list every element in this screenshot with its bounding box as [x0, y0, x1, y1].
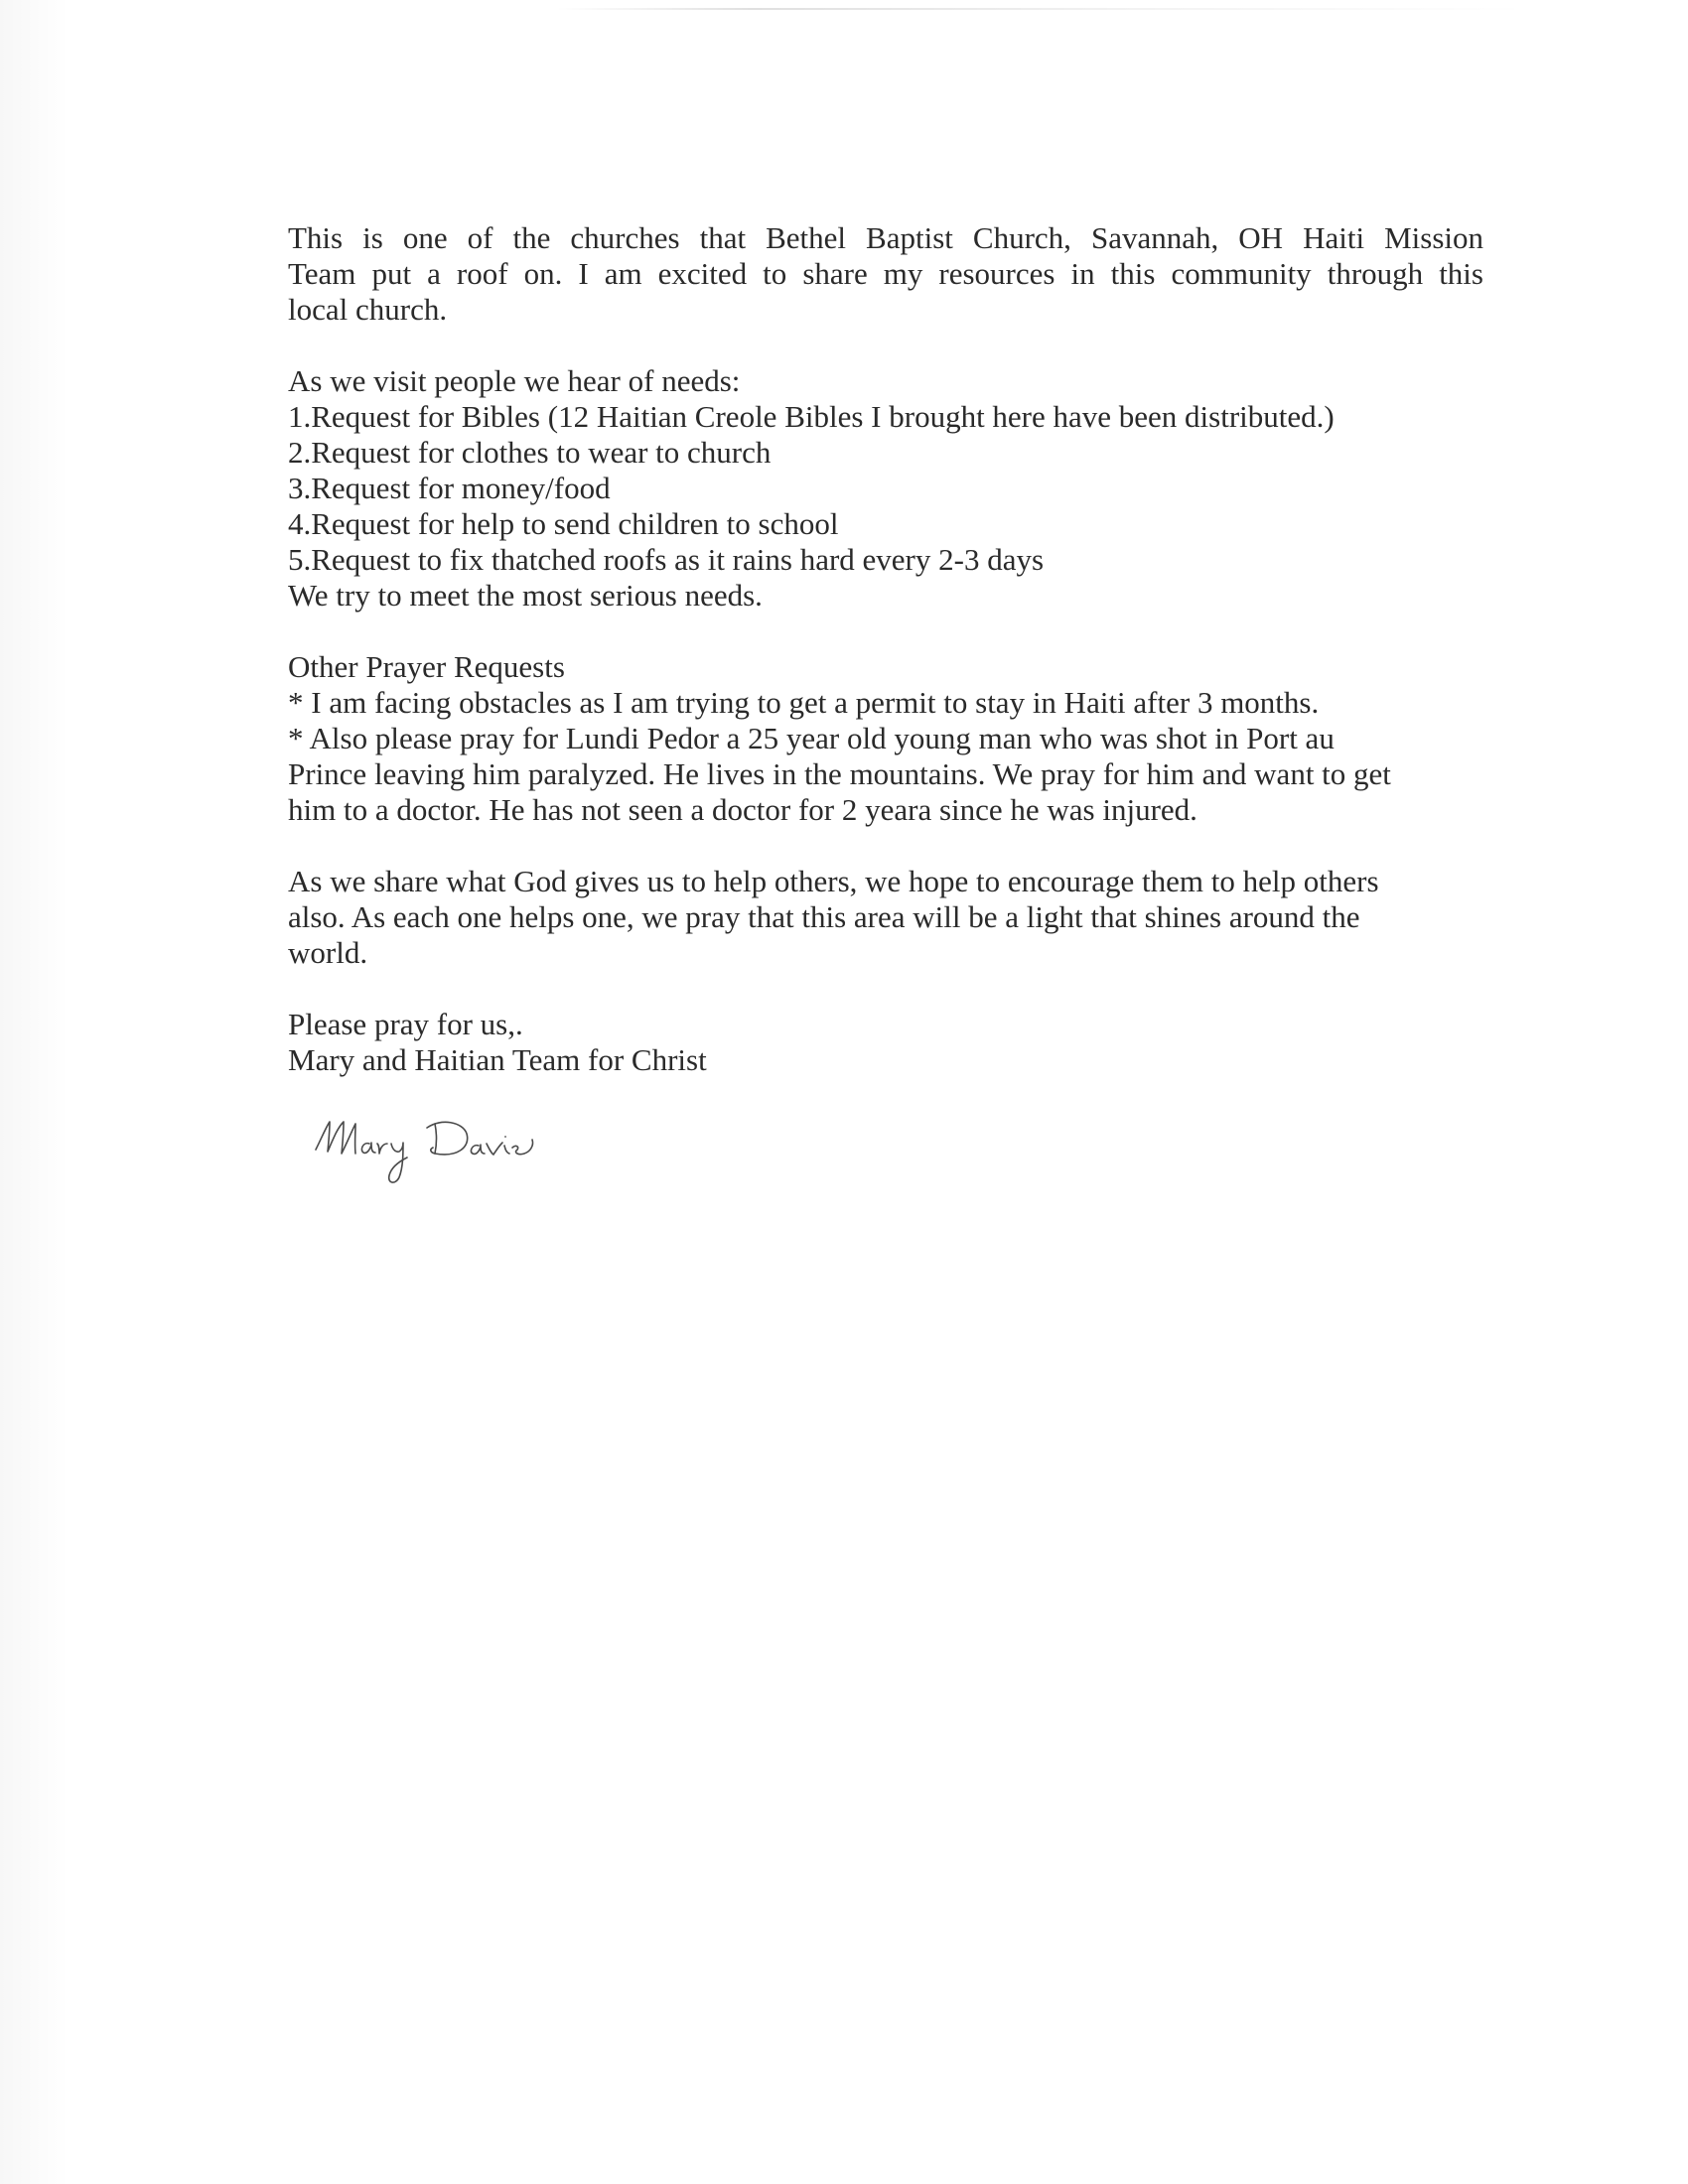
letter-body [288, 220, 1499, 1078]
scan-shadow-top [556, 8, 1529, 10]
prayer-request-2-line-3: him to a doctor. He has not seen a doctor for 2 yeara since he was injured. [288, 792, 1197, 827]
intro-line-1: This is one of the churches that Bethel Baptist Church, Savannah, OH Haiti Mission [288, 220, 1483, 255]
sharing-line-3: world. [288, 935, 368, 970]
scan-shadow-left [0, 0, 70, 2184]
signoff [288, 1007, 1499, 1078]
needs-item-5: 5.Request to fix thatched roofs as it rains hard every 2-3 days [288, 542, 1045, 577]
prayer-request-2-line-1: * Also please pray for Lundi Pedor a 25 year old young man who was shot in Port au [288, 721, 1335, 755]
intro-line-3: local church. [288, 292, 448, 327]
needs-closing: We try to meet the most serious needs. [288, 578, 763, 613]
needs-item-2: 2.Request for clothes to wear to church [288, 435, 772, 470]
needs-item-1: 1.Request for Bibles (12 Haitian Creole Bibles I brought here have been distributed.) [288, 399, 1335, 434]
needs-section [288, 363, 1499, 614]
prayer-requests-heading: Other Prayer Requests [288, 649, 565, 684]
sharing-paragraph [288, 864, 1499, 971]
needs-heading: As we visit people we hear of needs: [288, 363, 741, 398]
signoff-line-2: Mary and Haitian Team for Christ [288, 1042, 707, 1077]
prayer-request-2-line-2: Prince leaving him paralyzed. He lives in the mountains. We pray for him and want to get [288, 756, 1391, 791]
sharing-line-2: also. As each one helps one, we pray that this area will be a light that shines around the [288, 899, 1360, 934]
needs-item-4: 4.Request for help to send children to school [288, 506, 839, 541]
handwritten-signature [308, 1110, 586, 1199]
signoff-line-1: Please pray for us,. [288, 1007, 523, 1041]
intro-paragraph [288, 220, 1499, 328]
needs-item-3: 3.Request for money/food [288, 471, 611, 505]
prayer-request-1: * I am facing obstacles as I am trying to get a permit to stay in Haiti after 3 months. [288, 685, 1320, 720]
intro-line-2: Team put a roof on. I am excited to share my resources in this community through this [288, 256, 1483, 291]
sharing-line-1: As we share what God gives us to help others, we hope to encourage them to help others [288, 864, 1379, 898]
prayer-requests-section [288, 649, 1499, 828]
